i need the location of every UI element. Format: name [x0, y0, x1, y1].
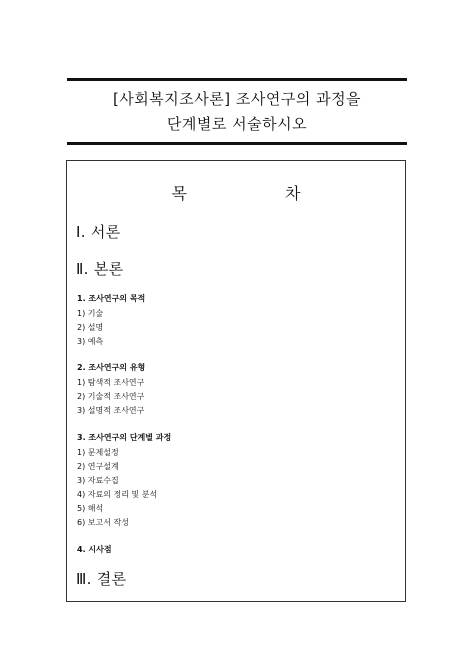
toc-section-title: 2. 조사연구의 유형 — [77, 363, 146, 372]
toc-item: 3) 자료수집 — [77, 476, 119, 485]
document-title — [67, 87, 407, 137]
toc-item: 1) 기술 — [77, 309, 104, 318]
toc-item: 3) 설명적 조사연구 — [77, 406, 145, 415]
toc-item: 1) 탐색적 조사연구 — [77, 378, 145, 387]
toc-item: 2) 설명 — [77, 323, 104, 332]
toc-heading — [67, 181, 405, 204]
toc-item: 2) 기술적 조사연구 — [77, 392, 145, 401]
title-top-rule — [67, 78, 407, 81]
toc-item: 1) 문제설정 — [77, 448, 119, 457]
toc-item: 5) 해석 — [77, 504, 104, 513]
document-title-line-2: 단계별로 서술하시오 — [166, 115, 308, 133]
toc-heading-right: 차 — [285, 184, 301, 203]
table-of-contents — [66, 160, 406, 602]
toc-part-conclusion: Ⅲ. 결론 — [76, 570, 127, 588]
toc-section-title: 1. 조사연구의 목적 — [77, 294, 146, 303]
toc-part-body: Ⅱ. 본론 — [76, 260, 124, 278]
document-title-line-1: [사회복지조사론] 조사연구의 과정을 — [112, 90, 362, 108]
toc-item: 6) 보고서 작성 — [77, 518, 129, 527]
toc-section-title: 4. 시사점 — [77, 545, 112, 554]
title-bottom-rule — [67, 142, 407, 145]
toc-section-title: 3. 조사연구의 단계별 과정 — [77, 433, 172, 442]
toc-item: 3) 예측 — [77, 337, 104, 346]
toc-heading-left: 목 — [171, 184, 187, 203]
toc-part-introduction: Ⅰ. 서론 — [76, 223, 121, 241]
toc-item: 2) 연구설계 — [77, 462, 119, 471]
toc-item: 4) 자료의 정리 및 분석 — [77, 490, 158, 499]
